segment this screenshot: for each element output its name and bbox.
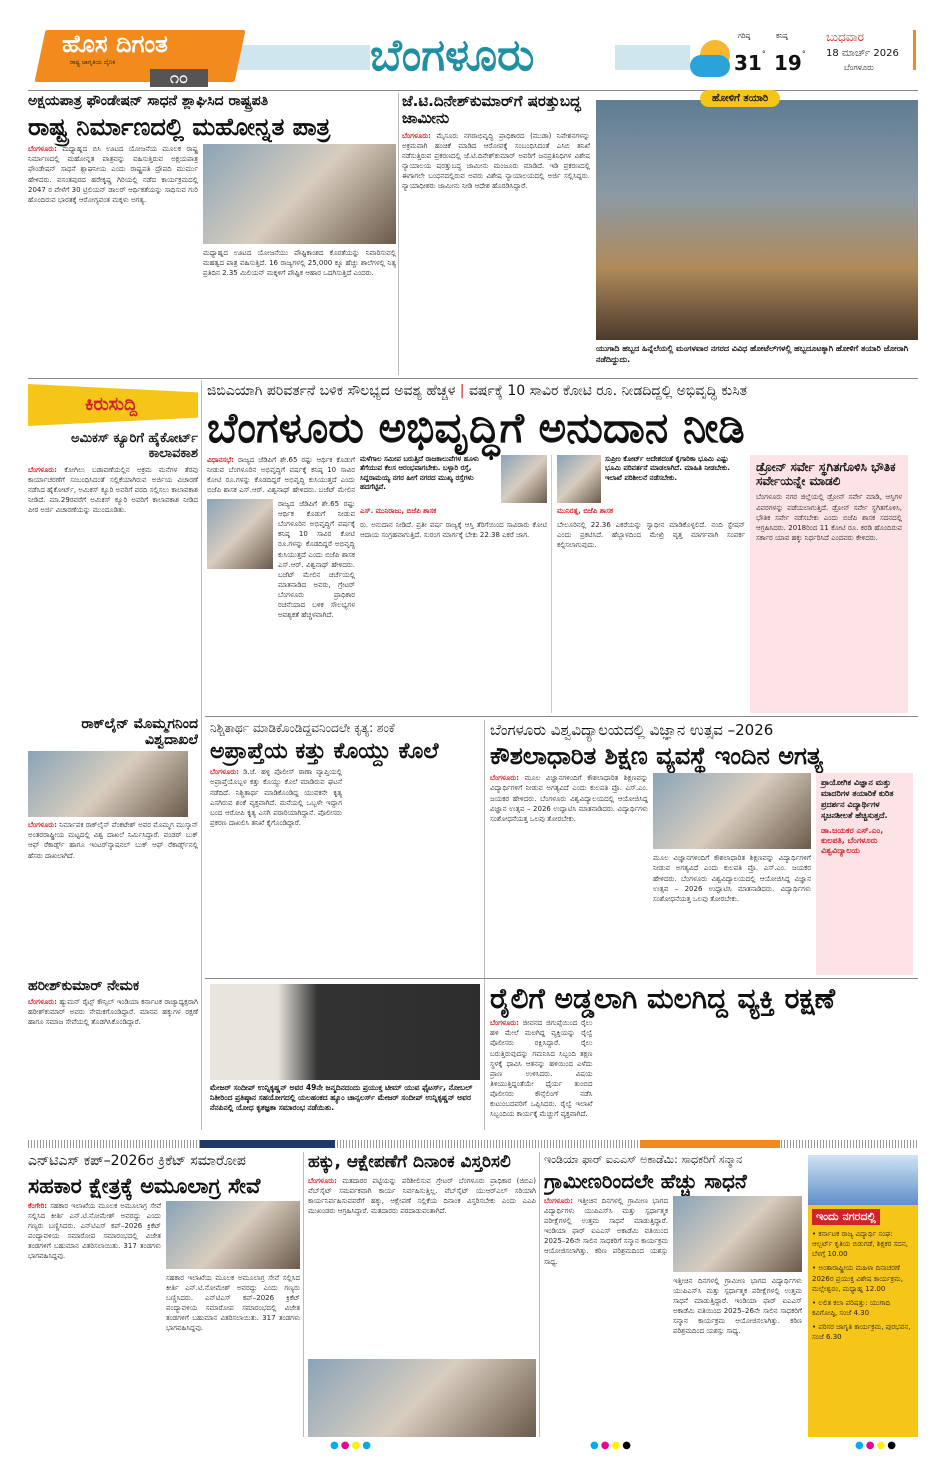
rail-story bbox=[490, 983, 918, 1133]
dinesh-body bbox=[402, 131, 590, 376]
dateline: ಬೆಂಗಳೂರು: bbox=[28, 821, 57, 830]
dateline: ಕೆಂಗೇರಿ: bbox=[28, 1201, 48, 1210]
today-item: • ಪರಿಸರ ಜಾಗೃತಿ ಕಾರ್ಯಕ್ರಮ, ಪುರಭವನ, ಸಂಜೆ 6.30 bbox=[812, 1323, 911, 1342]
quote-author: ಎಸ್. ಮುನಿರಾಜು, ಬಿಜೆಪಿ ಶಾಸಕ bbox=[360, 506, 437, 515]
gramina-story bbox=[544, 1153, 802, 1437]
registration-marks: ●●●● bbox=[330, 1440, 373, 1451]
akshaya-photo bbox=[203, 144, 396, 244]
murder-headline: ಅಪ್ರಾಪ್ತೆಯ ಕತ್ತು ಕೊಯ್ದು ಕೊಲೆ bbox=[210, 739, 439, 764]
main-body-3: ಬೇಲೂರಿನಲ್ಲಿ 22.36 ಎಕರೆಯನ್ನು ಸ್ವಾಧೀನ ಮಾಡಿಕೊಳ್ಳಲಿದೆ. ನಂದಿ ಸ್ಟೇಷನ್ ಎಂದು ಪ್ರಕಟಿಸಿದೆ. ಹೆಬ್ಬಾಳದಿಂದ ಮೇಖ್ರಿ ವೃತ್ತ ಮಾರ್ಗವಾಗಿ ಸಂಪರ್ಕ ಕಲ್ಪಿಸಲಾಗುವುದು. bbox=[557, 520, 745, 550]
dateline: ಬೆಂಗಳೂರು: bbox=[28, 145, 57, 154]
registration-marks: ●●●● bbox=[590, 1440, 633, 1451]
murder-body bbox=[210, 767, 480, 975]
max-temp-label: ಗರಿಷ್ಠ bbox=[738, 32, 751, 40]
event-photo bbox=[210, 984, 480, 1080]
quote-text: ಮಳೆಗಾಲ ಸಮೀಪ ಬರುತ್ತಿದೆ ರಾಜಕಾಲುವೆಗಳ ಹೂಳು ತೆಗೆಯುವ ಕೆಲಸ ಆರಂಭವಾಗಬೇಕು. ಬಳ್ಳಾರಿ ರಸ್ತೆ, ಸಿದ್ದರಾಮಯ್ಯ ನಗರ ಹೀಗೆ ನಗರದ ಮುಖ್ಯ ರಸ್ತೆಗಳು ಹದಗೆಟ್ಟಿವೆ. bbox=[360, 454, 479, 492]
main-body-2: ರು. ಅನುದಾನ ನೀಡಿದೆ. ಪ್ರತೀ ವರ್ಷ ರಾಜ್ಯಕ್ಕೆ ಆಸ್ತಿ ತೆರಿಗೆಯಿಂದ ಸಾವಿರಾರು ಕೋಟಿ ಆದಾಯ ಸಂಗ್ರಹವಾಗುತ್ತಿದೆ. ಸುರಂಗ ಮಾರ್ಗಕ್ಕೆ ಬೇಕು 22.38 ಎಕರೆ ಜಾಗ. bbox=[360, 520, 547, 540]
dateline: ಬೆಂಗಳೂರು: bbox=[490, 1019, 519, 1028]
gramina-kicker: ಇಂಡಿಯಾ ಫಾರ್ ಐಎಎಸ್ ಅಕಾಡೆಮಿ: ಸಾಧಕರಿಗೆ ಸನ್ಮಾನ bbox=[544, 1153, 743, 1166]
mla-photo bbox=[207, 499, 273, 569]
rail-headline: ರೈಲಿಗೆ ಅಡ್ಡಲಾಗಿ ಮಲಗಿದ್ದ ವ್ಯಕ್ತಿ ರಕ್ಷಣೆ bbox=[490, 983, 835, 1015]
drone-body: ಬೆಂಗಳೂರು ನಗರ ಜಿಲ್ಲೆಯಲ್ಲಿ ಡ್ರೋನ್ ಸರ್ವೇ ಮಾಡಿ, ಆಸ್ತಿಗಳ ವಿವರಗಳನ್ನು ಪಡೆಯಲಾಗುತ್ತಿದೆ. ಡ್ರೋನ್ ಸರ್ವೇ ಸ್ಥಗಿತಗೊಳಿಸಿ, ಭೌತಿಕ ಸರ್ವೇ ನಡೆಸಬೇಕು ಎಂದು ಬಿಜೆಪಿ ಶಾಸಕ ಸದನದಲ್ಲಿ ಆಗ್ರಹಿಸಿದರು. 2018ರಿಂದ 11 ಕೋಟಿ ರೂ. ಕರಡಿ ಹೊಂದಿರುವ ಸರ್ಕಾರ ಯಾವ ಹಕ್ಕು ನಿರ್ಧರಿಸಿದೆ ಎಂದವರು ಕೇಳಿದರು. bbox=[756, 493, 902, 542]
divider bbox=[28, 1140, 918, 1148]
max-temp: 31 bbox=[734, 51, 762, 75]
body-text: ರಾಜ್ಯದ ಜೆಡಿಪಿಗೆ ಶೇ.65 ರಷ್ಟು ಆರ್ಥಿಕ ಕೊಡುಗೆ ನೀಡುವ ಬೆಂಗಳೂರಿನ ಅಭಿವೃದ್ಧಿಗೆ ವರ್ಷಕ್ಕೆ ಕನಿಷ್ಠ 10 ಸಾವಿರ ಕೋಟಿ ರೂ.ಗಳನ್ನು ಕೊಡದಿದ್ದರೆ ಅಭಿವೃದ್ಧಿ ಕುಸಿಯುತ್ತದೆ ಎಂದು ಬಿಜೆಪಿ ಶಾಸಕ ಎಸ್.ಆರ್. ವಿಶ್ವನಾಥ್ ಹೇಳಿದರು. ಬಜೆಟ್ ಮೇಲಿನ bbox=[207, 455, 355, 495]
dateline: ಬೆಂಗಳೂರು: bbox=[210, 768, 239, 777]
skill-story bbox=[490, 721, 918, 975]
city-title: ಬೆಂಗಳೂರು bbox=[370, 30, 535, 81]
event-caption: ಮೇಜರ್ ಸಂದೀಪ್ ಉನ್ನಿಕೃಷ್ಣನ್ ಅವರ 49ನೇ ಜನ್ಮದಿನದಂದು ಪ್ರಯುಕ್ತ ಟೀಮ್ ಯುವ ಫೈಟರ್ಸ್, ನೋಬಲ್ ನಿತೀರಿಂದ ಪ್ರತಿಷ್ಠಾನ ಸಹಯೋಗದಲ್ಲಿ ಯಲಹಂಕದ ಹ್ಯೂಂ ಚಾನ್ಸಲರ್ಸ್ ಮೇಜರ್ ಸಂದೀಪ್ ಉನ್ನಿಕೃಷ್ಣನ್ ಅವರ ನೆನಪಿನಲ್ಲಿ ಯೋಧ ಕೃತಜ್ಞತಾ ಸಮಾರಂಭ ನಡೆಯಿತು. bbox=[210, 1083, 473, 1113]
main-body-cont: ರಾಜ್ಯದ ಜೆಡಿಪಿಗೆ ಶೇ.65 ರಷ್ಟು ಆರ್ಥಿಕ ಕೊಡುಗೆ ನೀಡುವ ಬೆಂಗಳೂರಿನ ಅಭಿವೃದ್ಧಿಗೆ ವರ್ಷಕ್ಕೆ ಕನಿಷ್ಠ 10 ಸಾವಿರ ಕೋಟಿ ರೂ.ಗಳನ್ನು ಕೊಡದಿದ್ದರೆ ಅಭಿವೃದ್ಧಿ ಕುಸಿಯುತ್ತದೆ ಎಂದು ಬಿಜೆಪಿ ಶಾಸಕ ಎಸ್.ಆರ್. ವಿಶ್ವನಾಥ್ ಹೇಳಿದರು. ಬಜೆಟ್ ಮೇಲಿನ ಚರ್ಚೆಯಲ್ಲಿ ಮಾತನಾಡಿದ ಅವರು, ಗ್ರೇಟರ್ ಬೆಂಗಳೂರು ಪ್ರಾಧಿಕಾರ ರಚನೆಯಾದ ಬಳಿಕ ಸೌಲಭ್ಯಗಳ ಅವಶ್ಯಕತೆ ಹೆಚ್ಚಳವಾಗಿದೆ. bbox=[278, 499, 355, 620]
rail-body bbox=[490, 1018, 918, 1133]
rockline-photo bbox=[28, 751, 188, 817]
quote-photo bbox=[501, 455, 547, 503]
hakku-photo bbox=[308, 1359, 536, 1437]
dateline: ಬೆಂಗಳೂರು: bbox=[308, 1176, 337, 1185]
kirusuddi-title: ಕಿರುಸುದ್ದಿ bbox=[85, 394, 138, 415]
accent-bar bbox=[640, 1140, 780, 1148]
divider bbox=[205, 978, 918, 979]
akshaya-body bbox=[28, 144, 198, 375]
cricket-body bbox=[28, 1201, 161, 1437]
today-item: • ಅಂತಾರಾಷ್ಟ್ರೀಯ ಮಹಿಳಾ ದಿನಾಚರಣೆ 2026ರ ಪ್ರಯುಕ್ತ ವಿಶೇಷ ಕಾರ್ಯಕ್ರಮ, ಮಲ್ಲೇಶ್ವರಂ, ಮಧ್ಯಾಹ್ನ 12.00 bbox=[812, 1264, 903, 1293]
amicus-body bbox=[28, 465, 198, 710]
dateline: ವಿಧಾನಸಭೆ: bbox=[207, 455, 234, 464]
quote-munirathna bbox=[557, 455, 745, 503]
divider bbox=[201, 380, 202, 1130]
dateline: ಬೆಂಗಳೂರು: bbox=[544, 1196, 573, 1205]
divider bbox=[398, 93, 399, 375]
akshaya-kicker: ಅಕ್ಷಯಪಾತ್ರ ಫೌಂಡೇಷನ್ ಸಾಧನೆ ಶ್ಲಾಘಿಸಿದ ರಾಷ್ಟ್ರಪತಿ bbox=[28, 93, 269, 109]
gramina-headline: ಗ್ರಾಮೀಣರಿಂದಲೇ ಹೆಚ್ಚು ಸಾಧನೆ bbox=[544, 1168, 747, 1193]
today-box bbox=[808, 1205, 918, 1437]
amicus-headline: ಅಮಿಕಸ್ ಕ್ಯೂರಿಗೆ ಹೈಕೋರ್ಟ್ ಕಾಲಾವಕಾಶ bbox=[71, 432, 198, 461]
cricket-headline: ಸಹಕಾರ ಕ್ಷೇತ್ರಕ್ಕೆ ಅಮೂಲಾಗ್ರ ಸೇವೆ bbox=[28, 1173, 261, 1198]
logo-tagline: ರಾಷ್ಟ್ರ ಜಾಗೃತಿಯ ದೈನಿಕ bbox=[70, 59, 116, 66]
dinesh-headline: ಜೆ.ಟಿ.ದಿನೇಶ್‌ಕುಮಾರ್‌ಗೆ ಷರತ್ತುಬದ್ಧ ಜಾಮೀನು bbox=[402, 93, 581, 128]
cricket-body-2: ಸಹಕಾರ ಇಲಾಖೆಯ ಮೂಲಕ ಅಮೂಲಾಗ್ರ ಸೇವೆ ಸಲ್ಲಿಸಿದ ಕೀರ್ತಿ ಎನ್.ಟಿ.ನೋಮೇಶ್ ಅವರದ್ದು ಎಂದು ಗಣ್ಯರು ಬಣ್ಣಿಸಿದರು. ಎನ್‌ಟಿಎಸ್ ಕಪ್–2026 ಕ್ರಿಕೆಟ್ ಪಂದ್ಯಾವಳಿಯ ಸಮಾರೋಪ ಸಮಾರಂಭದಲ್ಲಿ ವಿಜೇತ ತಂಡಗಳಿಗೆ ಬಹುಮಾನ ವಿತರಿಸಲಾಯಿತು. 317 ತಂಡಗಳು ಭಾಗವಹಿಸಿದ್ದವು. bbox=[166, 1273, 300, 1333]
body-text: ಮಧ್ಯಾಹ್ನದ ಬಿಸಿ ಊಟದ ಯೋಜನೆಯ ಮೂಲಕ ರಾಷ್ಟ್ರ ನಿರ್ಮಾಣದಲ್ಲಿ ಮಹೋನ್ನತ ಪಾತ್ರವನ್ನು ವಹಿಸುತ್ತಿರುವ ಅಕ್ಷಯಪಾತ್ರ ಫೌಂಡೇಷನ್ ಸಾಧನೆ ಶ್ಲಾಘನೀಯ ಎಂದು ರಾಷ್ಟ್ರಪತಿ ದ್ರೌಪದಿ ಮುರ್ಮು ಹೇಳಿದರು. ವಸಂತಪುರದ ಹರೇಕೃಷ್ಣ ಗಿರಿಯಲ್ಲಿ ನಡೆದ ಕಾರ್ಯಕ್ರಮದಲ್ಲಿ 2047 ರ ವೇಳೆಗೆ 30 ಟ್ರಿಲಿಯನ್ ಡಾಲರ್ ಆರ್ಥಿಕತೆಯನ್ನು ಸಾಧಿಸುವ ಗುರಿ ಹೊಂದಿರುವ ಭಾರತಕ್ಕೆ ಆರೋಗ್ಯವಂತ ಮಕ್ಕಳು ಅಗತ್ಯ. bbox=[28, 145, 198, 204]
body-text: ಮೈಸೂರು ನಗರಾಭಿವೃದ್ಧಿ ಪ್ರಾಧಿಕಾರದ (ಮುಡಾ) ನಿವೇಶನಗಳನ್ನು ಅಕ್ರಮವಾಗಿ ಹಂಚಿಕೆ ಮಾಡಿದ ಆರೋಪಕ್ಕೆ ಸಂಬಂಧಿಸಿದಂತೆ ಎಸಿಬಿ ತನಿಖೆ ನಡೆಸುತ್ತಿರುವ ಪ್ರಕರಣದಲ್ಲಿ ಜೆ.ಟಿ.ದಿನೇಶ್‌ಕುಮಾರ್ ಅವರಿಗೆ ಜನಪ್ರತಿನಿಧಿಗಳ ವಿಶೇಷ ನ್ಯಾಯಾಲಯ ಷರತ್ತುಬದ್ಧ ಜಾಮೀನು ಮಂಜೂರು ಮಾಡಿದೆ. ಇಡಿ ಪ್ರಕರಣದಲ್ಲಿ ಈಗಾಗಲೇ ಬಂಧನದಲ್ಲಿರುವ ಅವರು ವಿಶೇಷ ನ್ಯಾಯಾಲಯದಲ್ಲಿ ಅರ್ಜಿ ಸಲ್ಲಿಸಿದ್ದರು. ನ್ಯಾಯಾಧೀಶರು ಜಾಮೀನು ನೀಡಿ ಆದೇಶ ಹೊರಡಿಸಿದ್ದಾರೆ. bbox=[402, 131, 590, 191]
degree: ° bbox=[802, 50, 806, 58]
today-item: • ಲಲಿತ ಕಲಾ ಪರಿಷತ್ತು: ಯುಗಾದಿ ಕವಿಗೋಷ್ಠಿ, ಸಂಜೆ 4.30 bbox=[812, 1298, 891, 1317]
accent-bar bbox=[913, 30, 916, 70]
quote-text: ಪ್ರಾಯೋಗಿಕ ವಿಜ್ಞಾನ ಮತ್ತು ಮಾದರಿಗಳ ತಯಾರಿಕೆ ಕುರಿತ ಪ್ರದರ್ಶನ ವಿದ್ಯಾರ್ಥಿಗಳ ಸೃಜನಶೀಲತೆ ಹೆಚ್ಚಿಸುತ್ತದೆ. bbox=[821, 778, 894, 820]
body-text: ಕೋಗಿಲು ಬಡಾವಣೆಯಲ್ಲಿನ ಅಕ್ರಮ ಮನೆಗಳ ತೆರವು ಕಾರ್ಯಾಚರಣೆಗೆ ಸಂಬಂಧಿಸಿದಂತೆ ಸಲ್ಲಿಕೆಯಾಗಿರುವ ಅರ್ಜಿಯ ವಿಚಾರಣೆ ನಡೆಸಿದ ಹೈಕೋರ್ಟ್, ಅಮಿಕಸ್ ಕ್ಯೂರಿ ಅವರಿಗೆ ವರದಿ ಸಲ್ಲಿಸಲು ಕಾಲಾವಕಾಶ ನೀಡಿದೆ. ಮಾ.29ರವರೆಗೆ ಅಮಿಕಸ್ ಕ್ಯೂರಿ ಅವರಿಗೆ ಕಾಲಾವಕಾಶ ನೀಡಿದ ಪೀಠ ಅರ್ಜಿ ವಿಚಾರಣೆಯನ್ನು ಮುಂದೂಡಿತು. bbox=[28, 465, 198, 515]
akshaya-body-2: ಮಧ್ಯಾಹ್ನದ ಊಟದ ಯೋಜನೆಯು ಪೌಷ್ಟಿಕಾಂಶದ ಕೊರತೆಯನ್ನು ನಿವಾರಿಸುವಲ್ಲಿ ಮಹತ್ವದ ಪಾತ್ರ ವಹಿಸುತ್ತಿದೆ. 16 ರಾಜ್ಯಗಳಲ್ಲಿ 25,000 ಕ್ಕೂ ಹೆಚ್ಚು ಶಾಲೆಗಳಲ್ಲಿ ನಿತ್ಯ ಪ್ರತಿದಿನ 2.35 ಮಿಲಿಯನ್ ಮಕ್ಕಳಿಗೆ ಪೌಷ್ಟಿಕ ಆಹಾರ ಒದಗಿಸುತ್ತಿದೆ ಎಂದರು. bbox=[203, 249, 396, 278]
holige-caption: ಯುಗಾದಿ ಹಬ್ಬದ ಹಿನ್ನೆಲೆಯಲ್ಲಿ ಮಂಗಳವಾರ ನಗರದ ವಿವಿಧ ಹೋಟೆಲ್‌ಗಳಲ್ಲಿ ಹಬ್ಬದೂಟಕ್ಕಾಗಿ ಹೋಳಿಗೆ ತಯಾರಿ ಜೋರಾಗಿ ನಡೆದಿದ್ದುದು. bbox=[596, 344, 909, 364]
drone-box bbox=[750, 455, 908, 713]
kicker-part: ವರ್ಷಕ್ಕೆ 10 ಸಾವಿರ ಕೋಟಿ ರೂ. ನೀಡದಿದ್ದಲ್ಲಿ ಅಭಿವೃದ್ಧಿ ಕುಸಿತ bbox=[468, 383, 748, 399]
gramina-photo bbox=[673, 1196, 802, 1272]
divider bbox=[303, 1152, 304, 1437]
rockline-body bbox=[28, 820, 198, 974]
edition-number: ೧೦ bbox=[150, 69, 208, 87]
registration-marks: ●●●● bbox=[855, 1440, 898, 1451]
hakku-headline: ಹಕ್ಕು, ಆಕ್ಷೇಪಣೆಗೆ ದಿನಾಂಕ ವಿಸ್ತರಿಸಲಿ bbox=[308, 1153, 511, 1172]
today-item-text: ಕರ್ನಾಟಕ ರಾಜ್ಯ ವಿದ್ಯಾರ್ಥಿ ಸಂಘ: ಆಲ್ಬರ್ಟ್ ಕೃತಿಯ ಬಿಡುಗಡೆ, ಶಿಕ್ಷಕರ ಸದನ, ಬೆಳಗ್ಗೆ 10.00 bbox=[812, 1230, 908, 1259]
dateline: ಬೆಂಗಳೂರು: bbox=[402, 131, 431, 140]
dateline: ಬೆಂಗಳೂರು: bbox=[28, 465, 57, 474]
kicker-separator: | bbox=[459, 383, 465, 399]
murder-story bbox=[210, 721, 480, 975]
weekday: ಬುಧವಾರ bbox=[826, 30, 864, 44]
degree: ° bbox=[762, 50, 766, 58]
hakku-story bbox=[308, 1153, 536, 1437]
quote-author: ಮುನಿರತ್ನ, ಬಿಜೆಪಿ ಶಾಸಕ bbox=[557, 506, 614, 515]
event-story bbox=[210, 984, 480, 1136]
divider bbox=[205, 716, 918, 717]
skill-kicker: ಬೆಂಗಳೂರು ವಿಶ್ವವಿದ್ಯಾಲಯದಲ್ಲಿ ವಿಜ್ಞಾನ ಉತ್ಸವ –2026 bbox=[490, 721, 774, 739]
dateline-place: ಬೆಂಗಳೂರು bbox=[844, 63, 874, 72]
kicker-part: ಜಿಬಿಎಯಾಗಿ ಪರಿವರ್ತನೆ ಬಳಿಕ ಸೌಲಭ್ಯದ ಅವಶ್ಯ ಹೆಚ್ಚಳ bbox=[207, 383, 456, 399]
skill-headline: ಕೌಶಲಾಧಾರಿತ ಶಿಕ್ಷಣ ವ್ಯವಸ್ಥೆ ಇಂದಿನ ಅಗತ್ಯ bbox=[490, 741, 824, 770]
divider bbox=[484, 720, 485, 1130]
quote-author: ಡಾ.ಜಯಕರ ಎಸ್.ಎಂ, ಕುಲಪತಿ, ಬೆಂಗಳೂರು ವಿಶ್ವವಿದ್ಯಾಲಯ bbox=[821, 825, 884, 856]
body-text: ಮತದಾರರ ಪಟ್ಟಿಯನ್ನು ಪರಿಶೀಲಿಸುವ ಗ್ರೇಟರ್ ಬೆಂಗಳೂರು ಪ್ರಾಧಿಕಾರ (ಜಿಬಿಎ) ವೆಬ್‌ಸೈಟ್ ಸಮರ್ಪಕವಾಗಿ ಕಾರ್ಯ ನಿರ್ವಹಿಸುತ್ತಿಲ್ಲ. ವೆಬ್‌ಸೈಟ್ ಯುಆರ್‌ಎಲ್ ಸರಿಯಾಗಿ ಕಾರ್ಯನಿರ್ವಹಿಸುವವರೆಗೆ ಹಕ್ಕು, ಆಕ್ಷೇಪಣೆ ಸಲ್ಲಿಕೆಯ ದಿನಾಂಕ ವಿಸ್ತರಿಸಬೇಕು ಎಂದು ಎಎಪಿ ಮುಖಂಡರು ಆಗ್ರಹಿಸಿದ್ದಾರೆ. ಮತದಾರರು ಪರದಾಡುವಂತಾಗಿದೆ. bbox=[308, 1176, 536, 1215]
main-story bbox=[207, 383, 918, 713]
quote-text: ಸುಪ್ರೀಂ ಕೋರ್ಟ್ ಆದೇಶದಂತೆ ಕೈಗಾರಿಕಾ ಭೂಮಿ ಎಷ್ಟು ಭೂಮಿ ಪರಿವರ್ತನೆ ಮಾಡಲಾಗಿದೆ. ಮಾಹಿತಿ ನೀಡಬೇಕು. ಇಲಾಖೆ ಪರಿಶೀಲನೆ ನಡೆಸಬೇಕು. bbox=[605, 454, 730, 482]
divider bbox=[28, 90, 918, 91]
holige-photo bbox=[596, 100, 918, 340]
akshaya-story bbox=[28, 93, 396, 375]
dinesh-story bbox=[402, 93, 590, 375]
accent-bar bbox=[200, 1140, 335, 1148]
body-text: ಸಹಕಾರ ಇಲಾಖೆಯ ಮೂಲಕ ಅಮೂಲಾಗ್ರ ಸೇವೆ ಸಲ್ಲಿಸಿದ ಕೀರ್ತಿ ಎನ್.ಟಿ.ನೋಮೇಶ್ ಅವರದ್ದು ಎಂದು ಗಣ್ಯರು ಬಣ್ಣಿಸಿದರು. ಎನ್‌ಟಿಎಸ್ ಕಪ್–2026 ಕ್ರಿಕೆಟ್ ಪಂದ್ಯಾವಳಿಯ ಸಮಾರೋಪ ಸಮಾರಂಭದಲ್ಲಿ ವಿಜೇತ ತಂಡಗಳಿಗೆ ಬಹುಮಾನ ವಿತರಿಸಲಾಯಿತು. 317 ತಂಡಗಳು ಭಾಗವಹಿಸಿದ್ದವು. bbox=[28, 1201, 161, 1261]
holige-badge: ಹೋಳಿಗೆ ತಯಾರಿ bbox=[700, 90, 780, 107]
harish-headline: ಹರೀಶ್‌ಕುಮಾರ್ ನೇಮಕ bbox=[28, 978, 140, 994]
skill-body-2: ಮೂಲ ವಿಜ್ಞಾನಗಳಿಂದಿಗೆ ಕೌಶಲಾಧಾರಿತ ಶಿಕ್ಷಣವನ್ನು ವಿದ್ಯಾರ್ಥಿಗಳಿಗೆ ನೀಡುವ ಅಗತ್ಯವಿದೆ ಎಂದು ಕುಲಪತಿ ಪ್ರೊ. ಎಸ್.ಎಂ. ಜಯಕರ ಹೇಳಿದರು. ಬೆಂಗಳೂರು ವಿಶ್ವವಿದ್ಯಾಲಯದಲ್ಲಿ ಆಯೋಜಿಸಿದ್ದ ವಿಜ್ಞಾನ ಉತ್ಸವ – 2026 ಉದ್ಘಾಟಿಸಿ ಮಾತನಾಡಿದರು. ವಿದ್ಯಾರ್ಥಿಗಳು ಸಂಶೋಧನೆಯತ್ತ ಒಲವು ತೋರಬೇಕು. bbox=[653, 854, 811, 903]
min-temp-label: ಕನಿಷ್ಠ bbox=[776, 32, 788, 40]
amicus-story bbox=[28, 432, 198, 710]
murder-kicker: ನಿಶ್ಚಿತಾರ್ಥ ಮಾಡಿಕೊಂಡಿದ್ದವನಿಂದಲೇ ಕೃತ್ಯ: ಶಂಕೆ bbox=[210, 721, 395, 735]
rockline-headline: ರಾಕ್‌ಲೈನ್ ಮೊಮ್ಮಗನಿಂದ ವಿಶ್ವದಾಖಲೆ bbox=[81, 716, 198, 749]
masthead-band bbox=[615, 45, 690, 70]
quote-muniraju bbox=[360, 455, 547, 503]
quote-photo bbox=[557, 455, 601, 503]
today-item: • ಕರ್ನಾಟಕ ರಾಜ್ಯ ವಿದ್ಯಾರ್ಥಿ ಸಂಘ: ಆಲ್ಬರ್ಟ್ ಕೃತಿಯ ಬಿಡುಗಡೆ, ಶಿಕ್ಷಕರ ಸದನ, ಬೆಳಗ್ಗೆ 10.00 bbox=[812, 1230, 908, 1259]
skyline-graphic bbox=[808, 1155, 918, 1205]
drone-headline: ಡ್ರೋನ್ ಸರ್ವೇ ಸ್ಥಗಿತಗೊಳಿಸಿ ಭೌತಿಕ ಸರ್ವೇಯನ್ನೇ ಮಾಡಲಿ bbox=[756, 459, 896, 488]
divider bbox=[539, 1152, 540, 1437]
divider bbox=[28, 378, 918, 379]
gramina-body bbox=[544, 1196, 668, 1437]
today-title: ಇಂದು ನಗರದಲ್ಲಿ bbox=[812, 1209, 880, 1225]
hakku-body bbox=[308, 1176, 536, 1356]
main-body bbox=[207, 455, 355, 495]
skill-quote-box bbox=[816, 773, 913, 975]
dateline: ಬೆಂಗಳೂರು: bbox=[490, 774, 519, 783]
harish-story bbox=[28, 978, 198, 1128]
cloud-icon bbox=[690, 55, 730, 77]
harish-body bbox=[28, 997, 198, 1128]
body-text: ಮೂಲ ವಿಜ್ಞಾನಗಳಿಂದಿಗೆ ಕೌಶಲಾಧಾರಿತ ಶಿಕ್ಷಣವನ್ನು ವಿದ್ಯಾರ್ಥಿಗಳಿಗೆ ನೀಡುವ ಅಗತ್ಯವಿದೆ ಎಂದು ಕುಲಪತಿ ಪ್ರೊ. ಎಸ್.ಎಂ. ಜಯಕರ ಹೇಳಿದರು. ಬೆಂಗಳೂರು ವಿಶ್ವವಿದ್ಯಾಲಯದಲ್ಲಿ ಆಯೋಜಿಸಿದ್ದ ವಿಜ್ಞಾನ ಉತ್ಸವ – 2026 ಉದ್ಘಾಟಿಸಿ ಮಾತನಾಡಿದರು. ವಿದ್ಯಾರ್ಥಿಗಳು ಸಂಶೋಧನೆಯತ್ತ ಒಲವು ತೋರಬೇಕು. bbox=[490, 774, 648, 823]
date: 18 ಮಾರ್ಚ್ 2026 bbox=[826, 48, 899, 59]
body-text: ಇತ್ತೀಚಿನ ದಿನಗಳಲ್ಲಿ ಗ್ರಾಮೀಣ ಭಾಗದ ವಿದ್ಯಾರ್ಥಿಗಳು ಯುಪಿಎಸ್‌ಸಿ ಮತ್ತು ಸ್ಪರ್ಧಾತ್ಮಕ ಪರೀಕ್ಷೆಗಳಲ್ಲಿ ಉತ್ತಮ ಸಾಧನೆ ಮಾಡುತ್ತಿದ್ದಾರೆ. ಇಂಡಿಯಾ ಫಾರ್ ಐಎಎಸ್ ಅಕಾಡೆಮಿ ವತಿಯಿಂದ 2025–26ನೇ ಸಾಲಿನ ಸಾಧಕರಿಗೆ ಸನ್ಮಾನ ಕಾರ್ಯಕ್ರಮ ಆಯೋಜಿಸಲಾಗಿತ್ತು. ಕಠಿಣ ಪರಿಶ್ರಮದಿಂದ ಯಶಸ್ಸು ಸಾಧ್ಯ. bbox=[544, 1196, 668, 1266]
cricket-story bbox=[28, 1153, 300, 1437]
body-text: ಜೀವನದ ಜಿಗುಪ್ಸೆಯಿಂದ ರೈಲು ಹಳಿ ಮೇಲೆ ಮಲಗಿದ್ದ ವ್ಯಕ್ತಿಯನ್ನು ರೈಲ್ವೆ ಪೊಲೀಸರು ರಕ್ಷಿಸಿದ್ದಾರೆ. ರೈಲು ಬರುತ್ತಿರುವುದನ್ನು ಗಮನಿಸಿದ ಸಿಬ್ಬಂದಿ ತಕ್ಷಣ ಸ್ಥಳಕ್ಕೆ ಧಾವಿಸಿ ಆತನನ್ನು ಹಳಿಯಿಂದ ಎಳೆದು ಪ್ರಾಣ ಉಳಿಸಿದರು. ವಿಷಯ ತಿಳಿಯುತ್ತಿದ್ದಂತೆಯೇ ಧೈರ್ಯ ತುಂಬಿದ ಪೊಲೀಸರು ಕೌನ್ಸೆಲಿಂಗ್ ನಡೆಸಿ ಕುಟುಂಬದವರಿಗೆ ಒಪ್ಪಿಸಿದರು. ರೈಲ್ವೆ ಇಲಾಖೆ ಸಿಬ್ಬಂದಿಯ ಕಾರ್ಯಕ್ಕೆ ಮೆಚ್ಚುಗೆ ವ್ಯಕ್ತವಾಗಿದೆ. bbox=[490, 1019, 593, 1119]
masthead-band bbox=[230, 45, 370, 70]
rockline-story bbox=[28, 716, 198, 974]
cricket-kicker: ಎನ್‌ಟಿಎಸ್ ಕಪ್–2026ರ ಕ್ರಿಕೆಟ್ ಸಮಾರೋಪ bbox=[28, 1153, 246, 1169]
cricket-photo bbox=[166, 1201, 300, 1269]
today-item-text: ಪರಿಸರ ಜಾಗೃತಿ ಕಾರ್ಯಕ್ರಮ, ಪುರಭವನ, ಸಂಜೆ 6.30 bbox=[812, 1323, 911, 1342]
body-text: ನಿರ್ಮಾಪಕ ರಾಕ್‌ಲೈನ್ ವೆಂಕಟೇಶ್ ಅವರ ಮೊಮ್ಮಗ ಮುಸ್ಕಾನ್ ಅಂತರರಾಷ್ಟ್ರೀಯ ಮಟ್ಟದಲ್ಲಿ ವಿಶ್ವ ದಾಖಲೆ ನಿರ್ಮಿಸಿದ್ದಾರೆ. ವಂಡರ್ ಬುಕ್ ಆಫ್ ರೆಕಾರ್ಡ್ಸ್ ಹಾಗೂ ಇಂಟರ್‌ನ್ಯಾಷನಲ್ ಬುಕ್ ಆಫ್ ರೆಕಾರ್ಡ್ಸ್‌ನಲ್ಲಿ ಹೆಸರು ದಾಖಲಾಗಿದೆ. bbox=[28, 821, 198, 860]
today-item-text: ಲಲಿತ ಕಲಾ ಪರಿಷತ್ತು: ಯುಗಾದಿ ಕವಿಗೋಷ್ಠಿ, ಸಂಜೆ 4.30 bbox=[812, 1298, 891, 1317]
skill-body bbox=[490, 773, 648, 975]
main-kicker bbox=[207, 383, 918, 401]
min-temp: 19 bbox=[774, 51, 802, 75]
dateline: ಬೆಂಗಳೂರು: bbox=[28, 998, 57, 1007]
skill-photo bbox=[653, 773, 811, 849]
akshaya-headline: ರಾಷ್ಟ್ರ ನಿರ್ಮಾಣದಲ್ಲಿ ಮಹೋನ್ನತ ಪಾತ್ರ bbox=[28, 112, 331, 141]
body-text: ಡಿ.ಜೆ. ಹಳ್ಳಿ ಪೊಲೀಸ್ ಠಾಣಾ ವ್ಯಾಪ್ತಿಯಲ್ಲಿ ಅಪ್ರಾಪ್ತೆಯೊಬ್ಬಳ ಕತ್ತು ಕೊಯ್ದು ಕೊಲೆ ಮಾಡಿರುವ ಘಟನೆ ನಡೆದಿದೆ. ನಿಶ್ಚಿತಾರ್ಥ ಮಾಡಿಕೊಂಡಿದ್ದ ಯುವಕನೇ ಕೃತ್ಯ ಎಸಗಿರುವ ಶಂಕೆ ವ್ಯಕ್ತವಾಗಿದೆ. ಮನೆಯಲ್ಲಿ ಒಬ್ಬಳೇ ಇದ್ದಾಗ ಬಂದ ಆರೋಪಿ ಕೃತ್ಯ ಎಸಗಿ ಪರಾರಿಯಾಗಿದ್ದಾನೆ. ಪೊಲೀಸರು ಪ್ರಕರಣ ದಾಖಲಿಸಿ ತನಿಖೆ ಕೈಗೊಂಡಿದ್ದಾರೆ. bbox=[210, 768, 342, 827]
today-item-text: ಅಂತಾರಾಷ್ಟ್ರೀಯ ಮಹಿಳಾ ದಿನಾಚರಣೆ 2026ರ ಪ್ರಯುಕ್ತ ವಿಶೇಷ ಕಾರ್ಯಕ್ರಮ, ಮಲ್ಲೇಶ್ವರಂ, ಮಧ್ಯಾಹ್ನ 12.00 bbox=[812, 1264, 903, 1293]
main-headline: ಬೆಂಗಳೂರು ಅಭಿವೃದ್ಧಿಗೆ ಅನುದಾನ ನೀಡಿ bbox=[207, 402, 745, 452]
gramina-body-2: ಇತ್ತೀಚಿನ ದಿನಗಳಲ್ಲಿ ಗ್ರಾಮೀಣ ಭಾಗದ ವಿದ್ಯಾರ್ಥಿಗಳು ಯುಪಿಎಸ್‌ಸಿ ಮತ್ತು ಸ್ಪರ್ಧಾತ್ಮಕ ಪರೀಕ್ಷೆಗಳಲ್ಲಿ ಉತ್ತಮ ಸಾಧನೆ ಮಾಡುತ್ತಿದ್ದಾರೆ. ಇಂಡಿಯಾ ಫಾರ್ ಐಎಎಸ್ ಅಕಾಡೆಮಿ ವತಿಯಿಂದ 2025–26ನೇ ಸಾಲಿನ ಸಾಧಕರಿಗೆ ಸನ್ಮಾನ ಕಾರ್ಯಕ್ರಮ ಆಯೋಜಿಸಲಾಗಿತ್ತು. ಕಠಿಣ ಪರಿಶ್ರಮದಿಂದ ಯಶಸ್ಸು ಸಾಧ್ಯ. bbox=[673, 1276, 802, 1336]
logo-text: ಹೊಸ ದಿಗಂತ bbox=[62, 30, 168, 58]
body-text: ಹ್ಯುಮನ್ ರೈಟ್ಸ್ ಕೌನ್ಸಿಲ್ ಇಂಡಿಯಾ ಕರ್ನಾಟಕ ರಾಜ್ಯಾಧ್ಯಕ್ಷರಾಗಿ ಹರೀಶ್‌ಕುಮಾರ್ ಅವರು ನೇಮಕಗೊಂಡಿದ್ದಾರೆ. ಮಾನವ ಹಕ್ಕುಗಳ ರಕ್ಷಣೆ ಹಾಗೂ ಸಮಾಜ ಸೇವೆಯಲ್ಲಿ ತೊಡಗಿಸಿಕೊಂಡಿದ್ದಾರೆ. bbox=[28, 998, 198, 1027]
